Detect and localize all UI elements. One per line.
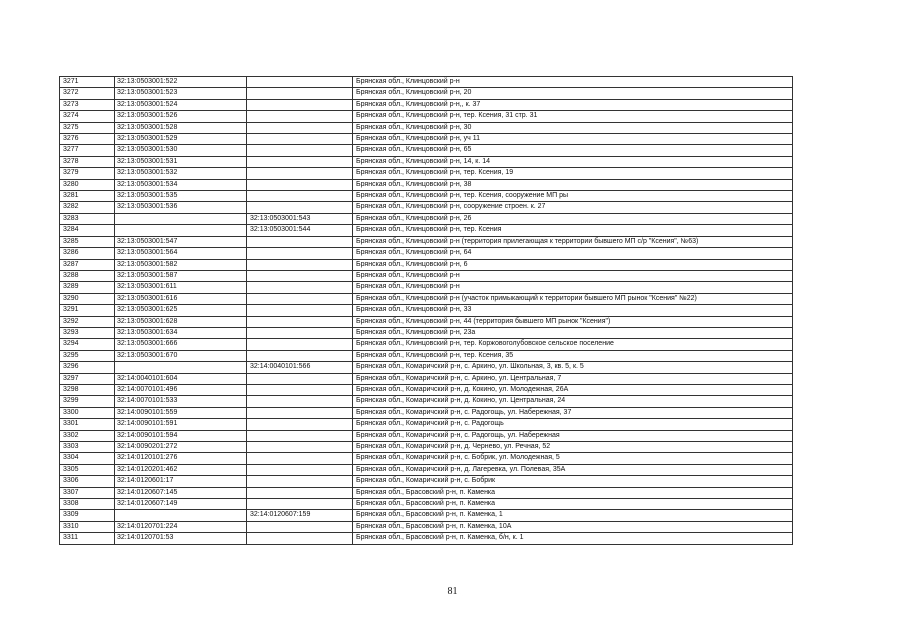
cadastral-number-cell: 32:13:0503001:531 [115, 156, 247, 167]
table-row [60, 373, 793, 384]
table-row [60, 99, 793, 110]
cadastral-number-cell: 32:14:0120101:276 [115, 453, 247, 464]
address-cell: Брянская обл., Брасовский р-н, п. Каменка, б/н, к. 1 [353, 533, 793, 544]
table-row [60, 521, 793, 532]
cadastral-number-alt-cell [247, 533, 353, 544]
cadastral-number-cell: 32:13:0503001:587 [115, 270, 247, 281]
cadastral-number-alt-cell [247, 419, 353, 430]
table-row [60, 236, 793, 247]
cadastral-number-cell: 32:13:0503001:534 [115, 179, 247, 190]
address-cell: Брянская обл., Клинцовский р-н, тер. Ксения [353, 225, 793, 236]
address-cell: Брянская обл., Клинцовский р-н, уч 11 [353, 134, 793, 145]
cadastral-number-cell: 32:14:0090101:594 [115, 430, 247, 441]
table-row [60, 499, 793, 510]
address-cell: Брянская обл., Клинцовский р-н [353, 282, 793, 293]
table-row [60, 88, 793, 99]
table-row [60, 442, 793, 453]
row-number-cell: 3300 [60, 407, 115, 418]
cadastral-number-cell: 32:13:0503001:670 [115, 350, 247, 361]
cadastral-number-cell: 32:13:0503001:522 [115, 77, 247, 88]
cadastral-number-cell: 32:13:0503001:616 [115, 293, 247, 304]
address-cell: Брянская обл., Клинцовский р-н, 6 [353, 259, 793, 270]
table-row [60, 305, 793, 316]
table-row [60, 77, 793, 88]
row-number-cell: 3309 [60, 510, 115, 521]
cadastral-number-alt-cell [247, 407, 353, 418]
address-cell: Брянская обл., Клинцовский р-н, тер. Ксения, сооружение МП ры [353, 191, 793, 202]
cadastral-number-cell: 32:13:0503001:666 [115, 339, 247, 350]
cadastral-number-cell [115, 510, 247, 521]
address-cell: Брянская обл., Клинцовский р-н, 44 (территория бывшего МП рынок "Ксения") [353, 316, 793, 327]
table-row [60, 179, 793, 190]
row-number-cell: 3294 [60, 339, 115, 350]
cadastral-number-alt-cell [247, 270, 353, 281]
table-row [60, 407, 793, 418]
address-cell: Брянская обл., Клинцовский р-н, 30 [353, 122, 793, 133]
row-number-cell: 3276 [60, 134, 115, 145]
cadastral-number-alt-cell: 32:13:0503001:544 [247, 225, 353, 236]
cadastral-number-alt-cell [247, 521, 353, 532]
address-cell: Брянская обл., Комаричский р-н, д. Лагеревка, ул. Полевая, 35А [353, 464, 793, 475]
cadastral-number-alt-cell [247, 339, 353, 350]
row-number-cell: 3308 [60, 499, 115, 510]
table-row [60, 350, 793, 361]
row-number-cell: 3296 [60, 362, 115, 373]
row-number-cell: 3297 [60, 373, 115, 384]
cadastral-number-cell [115, 362, 247, 373]
table-row [60, 111, 793, 122]
table-row [60, 419, 793, 430]
address-cell: Брянская обл., Клинцовский р-н,, к. 37 [353, 99, 793, 110]
cadastral-number-cell: 32:13:0503001:530 [115, 145, 247, 156]
cadastral-number-cell: 32:13:0503001:536 [115, 202, 247, 213]
row-number-cell: 3303 [60, 442, 115, 453]
cadastral-number-cell: 32:14:0090101:559 [115, 407, 247, 418]
row-number-cell: 3285 [60, 236, 115, 247]
row-number-cell: 3291 [60, 305, 115, 316]
cadastral-number-alt-cell [247, 464, 353, 475]
cadastral-number-cell: 32:14:0120607:145 [115, 487, 247, 498]
table-row [60, 293, 793, 304]
cadastral-number-alt-cell [247, 430, 353, 441]
address-cell: Брянская обл., Клинцовский р-н (участок примыкающий к территории бывшего МП рынок "Ксения" №22) [353, 293, 793, 304]
row-number-cell: 3289 [60, 282, 115, 293]
cadastral-number-cell: 32:14:0120607:149 [115, 499, 247, 510]
cadastral-number-alt-cell [247, 259, 353, 270]
address-cell: Брянская обл., Комаричский р-н, д. Кокино, ул. Центральная, 24 [353, 396, 793, 407]
row-number-cell: 3279 [60, 168, 115, 179]
cadastral-number-alt-cell [247, 476, 353, 487]
cadastral-number-alt-cell [247, 327, 353, 338]
cadastral-number-alt-cell [247, 134, 353, 145]
cadastral-number-cell: 32:13:0503001:634 [115, 327, 247, 338]
row-number-cell: 3273 [60, 99, 115, 110]
row-number-cell: 3292 [60, 316, 115, 327]
cadastral-number-alt-cell [247, 111, 353, 122]
cadastral-number-cell: 32:14:0090201:272 [115, 442, 247, 453]
cadastral-number-alt-cell [247, 191, 353, 202]
row-number-cell: 3282 [60, 202, 115, 213]
cadastral-number-cell: 32:14:0120701:224 [115, 521, 247, 532]
address-cell: Брянская обл., Клинцовский р-н, сооружение строен. к. 27 [353, 202, 793, 213]
cadastral-number-alt-cell [247, 350, 353, 361]
table-row [60, 122, 793, 133]
address-cell: Брянская обл., Клинцовский р-н, 65 [353, 145, 793, 156]
address-cell: Брянская обл., Комаричский р-н, с. Радогощь, ул. Набережная [353, 430, 793, 441]
row-number-cell: 3288 [60, 270, 115, 281]
cadastral-number-alt-cell [247, 168, 353, 179]
cadastral-number-alt-cell [247, 202, 353, 213]
cadastral-number-alt-cell: 32:14:0040101:566 [247, 362, 353, 373]
row-number-cell: 3304 [60, 453, 115, 464]
row-number-cell: 3290 [60, 293, 115, 304]
address-cell: Брянская обл., Брасовский р-н, п. Каменка [353, 499, 793, 510]
table-row [60, 464, 793, 475]
cadastral-number-cell: 32:13:0503001:628 [115, 316, 247, 327]
row-number-cell: 3283 [60, 213, 115, 224]
row-number-cell: 3286 [60, 248, 115, 259]
table-row [60, 191, 793, 202]
cadastral-number-cell: 32:14:0040101:604 [115, 373, 247, 384]
row-number-cell: 3298 [60, 384, 115, 395]
table-row [60, 396, 793, 407]
row-number-cell: 3302 [60, 430, 115, 441]
cadastral-number-alt-cell [247, 77, 353, 88]
address-cell: Брянская обл., Клинцовский р-н, 20 [353, 88, 793, 99]
cadastral-number-alt-cell [247, 156, 353, 167]
row-number-cell: 3299 [60, 396, 115, 407]
cadastral-number-alt-cell [247, 487, 353, 498]
cadastral-number-alt-cell [247, 236, 353, 247]
row-number-cell: 3280 [60, 179, 115, 190]
cadastral-number-cell: 32:14:0090101:591 [115, 419, 247, 430]
cadastral-number-alt-cell [247, 442, 353, 453]
row-number-cell: 3275 [60, 122, 115, 133]
address-cell: Брянская обл., Комаричский р-н, с. Аркино, ул. Школьная, 3, кв. 5, к. 5 [353, 362, 793, 373]
data-table [59, 76, 793, 545]
cadastral-number-alt-cell [247, 373, 353, 384]
address-cell: Брянская обл., Клинцовский р-н, 26 [353, 213, 793, 224]
address-cell: Брянская обл., Комаричский р-н, д. Кокино, ул. Молодежная, 26А [353, 384, 793, 395]
address-cell: Брянская обл., Комаричский р-н, д. Чернево, ул. Речная, 52 [353, 442, 793, 453]
table-row [60, 327, 793, 338]
cadastral-number-alt-cell [247, 99, 353, 110]
cadastral-number-alt-cell [247, 316, 353, 327]
table-row [60, 145, 793, 156]
table-row [60, 476, 793, 487]
cadastral-number-cell: 32:14:0070101:496 [115, 384, 247, 395]
address-cell: Брянская обл., Клинцовский р-н, тер. Ксения, 19 [353, 168, 793, 179]
address-cell: Брянская обл., Комаричский р-н, с. Радогощь, ул. Набережная, 37 [353, 407, 793, 418]
table-row [60, 213, 793, 224]
table-row [60, 248, 793, 259]
cadastral-number-cell: 32:13:0503001:524 [115, 99, 247, 110]
row-number-cell: 3310 [60, 521, 115, 532]
address-cell: Брянская обл., Клинцовский р-н [353, 270, 793, 281]
address-cell: Брянская обл., Клинцовский р-н [353, 77, 793, 88]
cadastral-number-cell: 32:13:0503001:611 [115, 282, 247, 293]
cadastral-number-alt-cell [247, 293, 353, 304]
table-row [60, 487, 793, 498]
row-number-cell: 3277 [60, 145, 115, 156]
cadastral-number-cell: 32:13:0503001:625 [115, 305, 247, 316]
address-cell: Брянская обл., Брасовский р-н, п. Каменка, 10А [353, 521, 793, 532]
row-number-cell: 3305 [60, 464, 115, 475]
address-cell: Брянская обл., Комаричский р-н, с. Радогощь [353, 419, 793, 430]
row-number-cell: 3307 [60, 487, 115, 498]
cadastral-number-cell [115, 213, 247, 224]
table-row [60, 339, 793, 350]
cadastral-number-alt-cell [247, 384, 353, 395]
cadastral-number-alt-cell [247, 499, 353, 510]
cadastral-number-cell: 32:13:0503001:532 [115, 168, 247, 179]
table-row [60, 533, 793, 544]
cadastral-number-alt-cell [247, 282, 353, 293]
row-number-cell: 3311 [60, 533, 115, 544]
table-row [60, 168, 793, 179]
row-number-cell: 3271 [60, 77, 115, 88]
row-number-cell: 3295 [60, 350, 115, 361]
table-row [60, 282, 793, 293]
address-cell: Брянская обл., Клинцовский р-н, 33 [353, 305, 793, 316]
cadastral-number-alt-cell [247, 122, 353, 133]
table-row [60, 362, 793, 373]
row-number-cell: 3306 [60, 476, 115, 487]
row-number-cell: 3301 [60, 419, 115, 430]
row-number-cell: 3284 [60, 225, 115, 236]
cadastral-number-alt-cell [247, 179, 353, 190]
table-row [60, 384, 793, 395]
row-number-cell: 3278 [60, 156, 115, 167]
cadastral-number-cell: 32:13:0503001:523 [115, 88, 247, 99]
row-number-cell: 3281 [60, 191, 115, 202]
cadastral-number-cell: 32:13:0503001:529 [115, 134, 247, 145]
address-cell: Брянская обл., Брасовский р-н, п. Каменка [353, 487, 793, 498]
cadastral-number-cell: 32:13:0503001:547 [115, 236, 247, 247]
address-cell: Брянская обл., Комаричский р-н, с. Бобрик [353, 476, 793, 487]
page-number: 81 [447, 586, 458, 597]
table-row [60, 453, 793, 464]
table-row [60, 259, 793, 270]
row-number-cell: 3287 [60, 259, 115, 270]
table-row [60, 156, 793, 167]
address-cell: Брянская обл., Комаричский р-н, с. Аркино, ул. Центральная, 7 [353, 373, 793, 384]
table-row [60, 134, 793, 145]
address-cell: Брянская обл., Клинцовский р-н, 64 [353, 248, 793, 259]
cadastral-number-alt-cell [247, 248, 353, 259]
cadastral-number-alt-cell: 32:13:0503001:543 [247, 213, 353, 224]
cadastral-number-cell: 32:13:0503001:528 [115, 122, 247, 133]
cadastral-number-cell: 32:13:0503001:535 [115, 191, 247, 202]
cadastral-number-cell: 32:14:0120601:17 [115, 476, 247, 487]
cadastral-number-cell: 32:13:0503001:564 [115, 248, 247, 259]
cadastral-number-alt-cell [247, 145, 353, 156]
address-cell: Брянская обл., Клинцовский р-н (территория прилегающая к территории бывшего МП с/р "Ксения", №63) [353, 236, 793, 247]
cadastral-number-cell: 32:13:0503001:526 [115, 111, 247, 122]
cadastral-number-cell: 32:14:0120201:462 [115, 464, 247, 475]
table-body [60, 77, 793, 545]
row-number-cell: 3274 [60, 111, 115, 122]
cadastral-number-cell [115, 225, 247, 236]
address-cell: Брянская обл., Клинцовский р-н, 14, к. 14 [353, 156, 793, 167]
row-number-cell: 3293 [60, 327, 115, 338]
address-cell: Брянская обл., Клинцовский р-н, 23а [353, 327, 793, 338]
cadastral-number-cell: 32:14:0070101:533 [115, 396, 247, 407]
address-cell: Брянская обл., Комаричский р-н, с. Бобрик, ул. Молодежная, 5 [353, 453, 793, 464]
cadastral-number-cell: 32:14:0120701:53 [115, 533, 247, 544]
cadastral-number-alt-cell [247, 396, 353, 407]
table-row [60, 510, 793, 521]
address-cell: Брянская обл., Брасовский р-н, п. Каменка, 1 [353, 510, 793, 521]
address-cell: Брянская обл., Клинцовский р-н, тер. Ксения, 31 стр. 31 [353, 111, 793, 122]
table-row [60, 270, 793, 281]
table-row [60, 316, 793, 327]
address-cell: Брянская обл., Клинцовский р-н, 38 [353, 179, 793, 190]
address-cell: Брянская обл., Клинцовский р-н, тер. Коржовоголубовское сельское поселение [353, 339, 793, 350]
table-row [60, 430, 793, 441]
cadastral-number-alt-cell [247, 88, 353, 99]
cadastral-number-alt-cell: 32:14:0120607:159 [247, 510, 353, 521]
address-cell: Брянская обл., Клинцовский р-н, тер. Ксения, 35 [353, 350, 793, 361]
cadastral-number-cell: 32:13:0503001:582 [115, 259, 247, 270]
cadastral-number-alt-cell [247, 305, 353, 316]
table-row [60, 202, 793, 213]
cadastral-number-alt-cell [247, 453, 353, 464]
row-number-cell: 3272 [60, 88, 115, 99]
table-row [60, 225, 793, 236]
